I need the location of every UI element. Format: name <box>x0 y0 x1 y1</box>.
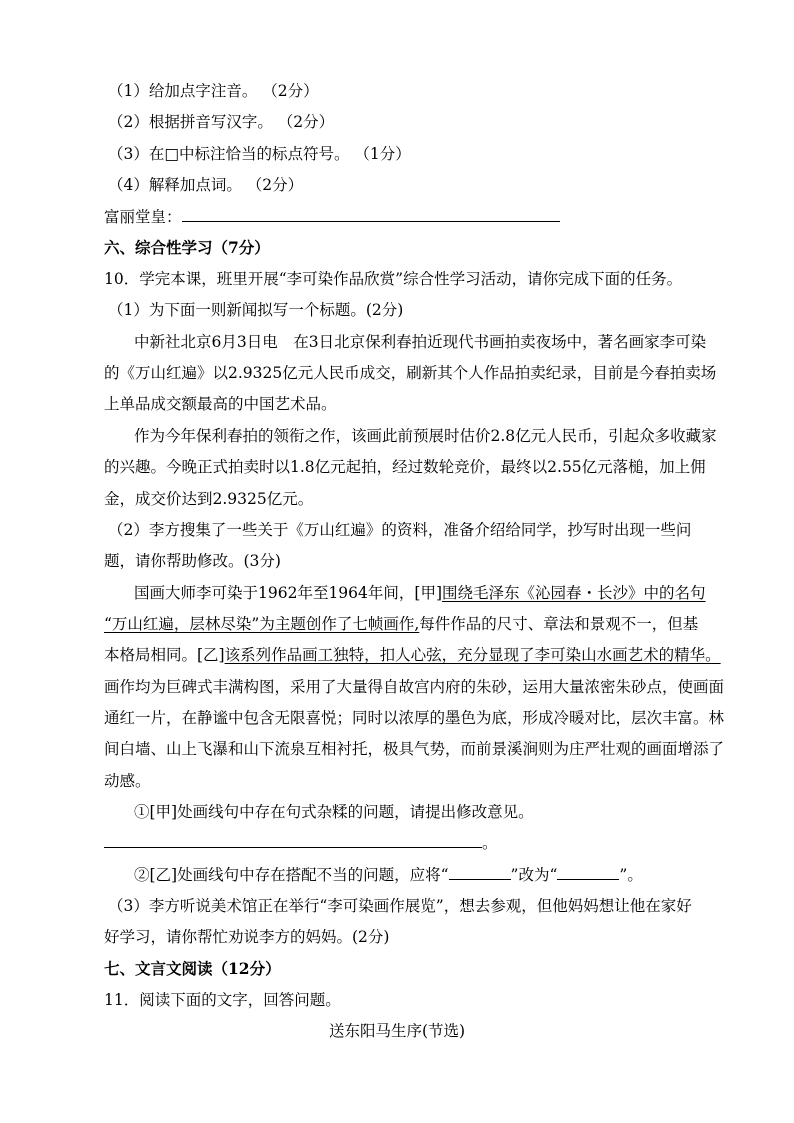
passage-title: 送东阳马生序(节选) <box>328 1022 466 1040</box>
task-3: （3）李方听说美术馆正在举行“李可染画作展览”，想去参观，但他妈妈想让他在家好 <box>108 897 692 915</box>
answer-end-mark: 。 <box>482 834 498 852</box>
answer-blank[interactable] <box>104 832 482 848</box>
article-text: 本格局相同。[乙] <box>104 646 225 664</box>
news-line: 金，成交价达到2.9325亿元。 <box>104 490 314 508</box>
sub-question-2-text: ②[乙]处画线句中存在搭配不当的问题，应将“ <box>134 866 449 884</box>
news-line: 上单品成交额最高的中国艺术品。 <box>104 395 337 413</box>
sub-question-2 <box>134 864 643 886</box>
article-line <box>104 613 698 635</box>
section-heading-7: 七、文言文阅读（12分） <box>104 959 281 978</box>
news-line: 的《万山红遍》以2.9325亿元人民币成交，刷新其个人作品拍卖纪录，目前是今春拍卖场 <box>104 364 717 382</box>
question-11: 11．阅读下面的文字，回答问题。 <box>104 991 341 1009</box>
underlined-sentence-yi: 该系列作品画工独特，扣人心弦，充分显现了李可染山水画艺术的精华。 <box>224 646 721 664</box>
question-10-intro: 10．学完本课，班里开展“李可染作品欣赏”综合性学习活动，请你完成下面的任务。 <box>104 270 683 288</box>
task-3-cont: 好学习，请你帮忙劝说李方的妈妈。(2分) <box>104 928 390 946</box>
task-1: （1）为下面一则新闻拟写一个标题。(2分) <box>108 301 404 319</box>
article-text: 每件作品的尺寸、章法和景观不一，但基 <box>419 615 699 633</box>
news-line: 作为今年保利春拍的领衔之作，该画此前预展时估价2.8亿元人民币，引起众多收藏家 <box>134 427 717 445</box>
question-item-2: （2）根据拼音写汉字。 （2分） <box>108 113 335 131</box>
article-line: 动感。 <box>104 772 151 790</box>
answer-blank[interactable] <box>557 864 619 880</box>
article-line <box>104 644 721 666</box>
underlined-sentence-jia: 围绕毛泽东《沁园春・长沙》中的名句 <box>442 584 706 602</box>
answer-line-s1 <box>104 832 498 854</box>
article-line: 画作均为巨碑式丰满构图，采用了大量得自故宫内府的朱砂，运用大量浓密朱砂点，使画面 <box>104 678 725 696</box>
news-line: 中新社北京6月3日电 在3日北京保利春拍近现代书画拍卖夜场中，著名画家李可染 <box>134 333 707 351</box>
answer-blank[interactable] <box>182 206 560 222</box>
answer-label: 富丽堂皇： <box>104 208 182 226</box>
sub-question-2-text: ”改为“ <box>510 866 558 884</box>
sub-question-1: ①[甲]处画线句中存在句式杂糅的问题，请提出修改意见。 <box>134 803 534 821</box>
article-line: 通红一片，在静谧中包含无限喜悦；同时以浓厚的墨色为底，形成冷暖对比，层次丰富。林 <box>104 709 725 727</box>
answer-blank[interactable] <box>449 864 511 880</box>
article-line: 间白墙、山上飞瀑和山下流泉互相衬托，极具气势，而前景溪涧则为庄严壮观的画面增添了 <box>104 740 725 758</box>
news-line: 的兴趣。今晚正式拍卖时以1.8亿元起拍，经过数轮竞价，最终以2.55亿元落槌，加上佣 <box>104 458 706 476</box>
question-item-3: （3）在□中标注恰当的标点符号。 （1分） <box>108 145 411 163</box>
sub-question-2-text: ”。 <box>619 866 643 884</box>
task-2: （2）李方搜集了一些关于《万山红遍》的资料，准备介绍给同学，抄写时出现一些问 <box>108 521 692 539</box>
article-line <box>134 582 706 604</box>
task-2-cont: 题，请你帮助修改。(3分) <box>104 552 281 570</box>
question-item-1: （1）给加点字注音。 （2分） <box>108 82 319 100</box>
question-item-4: （4）解释加点词。 （2分） <box>108 176 304 194</box>
answer-line-fuli <box>104 206 560 228</box>
underlined-sentence-jia: “万山红遍，层林尽染”为主题创作了七帧画作, <box>104 615 420 633</box>
section-heading-6: 六、综合性学习（7分） <box>104 238 270 257</box>
article-text: 国画大师李可染于1962年至1964年间，[甲] <box>134 584 442 602</box>
